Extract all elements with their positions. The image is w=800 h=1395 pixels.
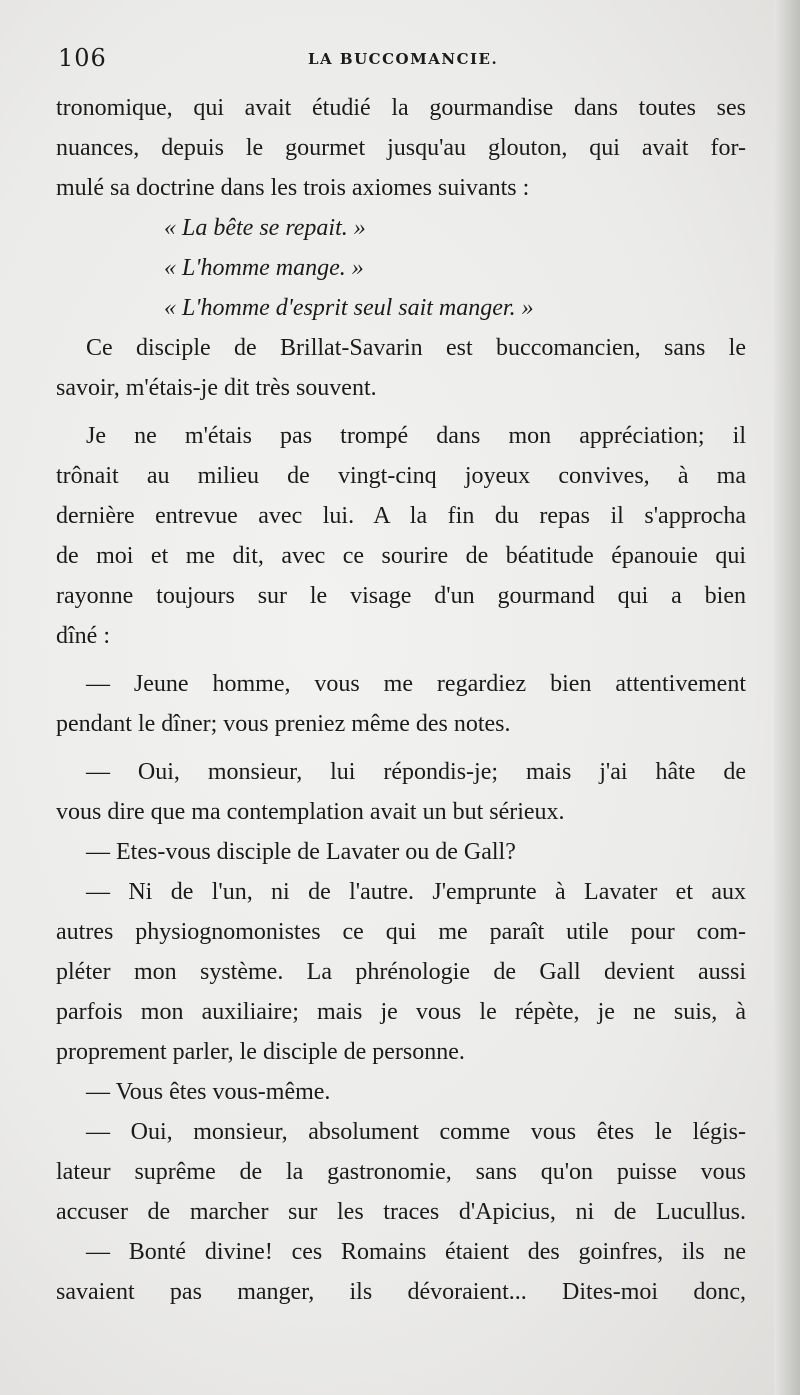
text-line: Je ne m'étais pas trompé dans mon appréciation; il xyxy=(86,423,746,449)
dialogue-line: — Oui, monsieur, absolument comme vous êtes le légis- xyxy=(86,1119,746,1145)
text-line: proprement parler, le disciple de personne. xyxy=(56,1039,465,1065)
text-line: accuser de marcher sur les traces d'Apicius, ni de Lucullus. xyxy=(56,1199,746,1225)
text-line: parfois mon auxiliaire; mais je vous le répète, je ne suis, à xyxy=(56,999,746,1025)
text-line: dîné : xyxy=(56,623,110,649)
text-line: pléter mon système. La phrénologie de Gall devient aussi xyxy=(56,959,746,985)
text-line: tronomique, qui avait étudié la gourmandise dans toutes ses xyxy=(56,95,746,121)
text-line: nuances, depuis le gourmet jusqu'au glouton, qui avait for- xyxy=(56,135,746,161)
text-line: savaient pas manger, ils dévoraient... Dites-moi donc, xyxy=(56,1279,746,1305)
dialogue-line: — Etes-vous disciple de Lavater ou de Gall? xyxy=(86,839,516,865)
text-line: dernière entrevue avec lui. A la fin du repas il s'approcha xyxy=(56,503,746,529)
text-line: de moi et me dit, avec ce sourire de béatitude épanouie qui xyxy=(56,543,746,569)
text-line: vous dire que ma contemplation avait un but sérieux. xyxy=(56,799,565,825)
text-line: trônait au milieu de vingt-cinq joyeux convives, à ma xyxy=(56,463,746,489)
page-edge-shadow xyxy=(774,0,800,1395)
axiom-line: « La bête se repait. » xyxy=(164,215,366,241)
axiom-line: « L'homme mange. » xyxy=(164,255,364,281)
text-line: lateur suprême de la gastronomie, sans qu'on puisse vous xyxy=(56,1159,746,1185)
dialogue-line: — Ni de l'un, ni de l'autre. J'emprunte à Lavater et aux xyxy=(86,879,746,905)
dialogue-line: — Oui, monsieur, lui répondis-je; mais j'ai hâte de xyxy=(86,759,746,785)
text-line: rayonne toujours sur le visage d'un gourmand qui a bien xyxy=(56,583,746,609)
text-line: mulé sa doctrine dans les trois axiomes suivants : xyxy=(56,175,530,201)
running-head: LA BUCCOMANCIE. xyxy=(308,50,499,68)
body-text xyxy=(56,88,746,1312)
page-header xyxy=(58,44,748,78)
text-line: savoir, m'étais-je dit très souvent. xyxy=(56,375,377,401)
text-line: pendant le dîner; vous preniez même des notes. xyxy=(56,711,511,737)
text-line: Ce disciple de Brillat-Savarin est buccomancien, sans le xyxy=(86,335,746,361)
dialogue-line: — Vous êtes vous-même. xyxy=(86,1079,331,1105)
text-line: autres physiognomonistes ce qui me paraît utile pour com- xyxy=(56,919,746,945)
axiom-line: « L'homme d'esprit seul sait manger. » xyxy=(164,295,534,321)
dialogue-line: — Jeune homme, vous me regardiez bien attentivement xyxy=(86,671,746,697)
dialogue-line: — Bonté divine! ces Romains étaient des goinfres, ils ne xyxy=(86,1239,746,1265)
page-number: 106 xyxy=(58,44,107,72)
